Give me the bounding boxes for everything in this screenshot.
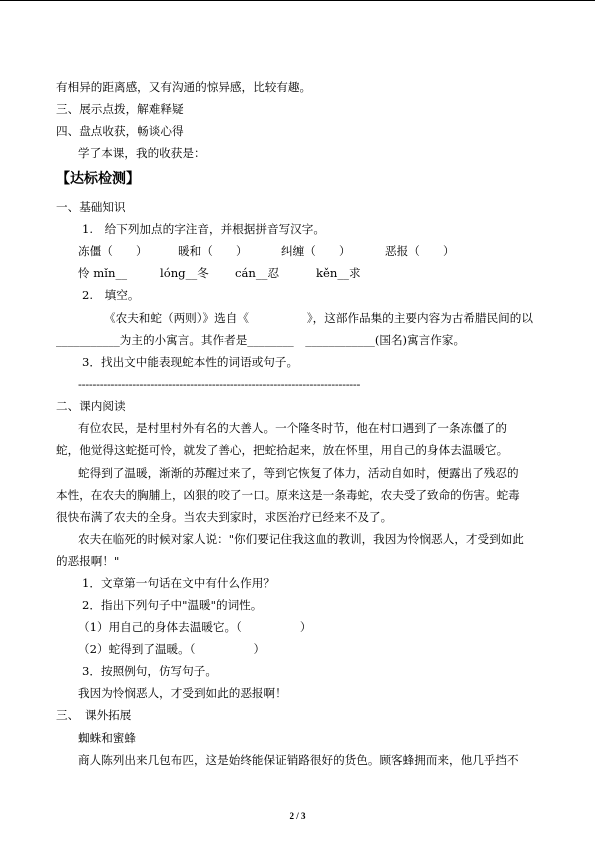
section-heading: 二、课内阅读 (56, 399, 126, 413)
pinyin-row-1 (78, 244, 455, 259)
question-line: 2. 填空。 (82, 288, 140, 302)
passage-title: 蜘蛛和蜜蜂 (78, 731, 136, 745)
section-heading: 一、基础知识 (56, 200, 126, 214)
pinyin-item: 恶报（ ） (385, 244, 455, 258)
text-line: 的恶报啊！" (56, 554, 120, 568)
heading-assessment: 【达标检测】 (56, 171, 140, 187)
dashed-answer-line: ------------------------------------------------------------------------------ (78, 377, 361, 391)
pinyin-item: kěn__求 (316, 266, 361, 280)
pinyin-item: cán__忍 (235, 266, 280, 280)
page-number: 2 / 3 (289, 811, 306, 821)
text-line: ___________为主的小寓言。其作者是________ ____________(国名)寓言作家。 (56, 333, 466, 347)
text-line: 学了本课，我的收获是： (78, 146, 206, 160)
text-line: 农夫在临死的时候对家人说："你们要记住我这血的教训，我因为怜悯恶人，才受到如此 (78, 532, 524, 546)
pinyin-row-2 (78, 266, 361, 281)
text-line: 有位农民，是村里村外有名的大善人。一个隆冬时节，他在村口遇到了一条冻僵了的 (78, 421, 507, 435)
question-line: （2）蛇得到了温暖。（ ） (78, 642, 266, 656)
text-line: 商人陈列出来几包布匹，这是始终能保证销路很好的货色。顾客蜂拥而来，他几乎挡不 (78, 753, 519, 767)
text-line: 很快布满了农夫的全身。当农夫到家时，求医治疗已经来不及了。 (56, 510, 393, 524)
pinyin-item: 冻僵（ ） (78, 244, 148, 258)
text-line: 有相异的距离感，又有沟通的惊异感，比较有趣。 (56, 80, 312, 94)
section-heading: 三、展示点拨，解难释疑 (56, 102, 184, 116)
pinyin-item: 怜 mǐn__ (78, 266, 128, 280)
question-line: 1．文章第一句话在文中有什么作用？ (82, 576, 275, 590)
pinyin-item: 纠缠（ ） (281, 244, 351, 258)
question-line: 1. 给下列加点的字注音，并根据拼音写汉字。 (82, 222, 325, 236)
text-line: 蛇得到了温暖，渐渐的苏醒过来了，等到它恢复了体力，活动自如时，便露出了残忍的 (78, 466, 519, 480)
question-line: 3．按照例句，仿写句子。 (82, 664, 217, 678)
question-line: （1）用自己的身体去温暖它。（ ） (78, 620, 312, 634)
text-line: 《农夫和蛇（两则）》选自《 》，这部作品集的主要内容为古希腊民间的以 (104, 311, 533, 325)
question-line: 2．指出下列句子中"温暖"的词性。 (82, 598, 263, 612)
text-line: 蛇，他觉得这蛇挺可怜，就发了善心，把蛇拾起来，放在怀里，用自己的身体去温暖它。 (56, 443, 509, 457)
pinyin-item: lóng__冬 (160, 266, 209, 280)
header-rule (0, 0, 595, 1)
question-line: 3．找出文中能表现蛇本性的词语或句子。 (82, 355, 299, 369)
section-heading: 四、盘点收获，畅谈心得 (56, 124, 184, 138)
section-heading: 三、 课外拓展 (56, 708, 132, 722)
text-line: 本性，在农夫的胸脯上，凶狠的咬了一口。原来这是一条毒蛇，农夫受了致命的伤害。蛇毒 (56, 488, 520, 502)
text-line: 我因为怜悯恶人，才受到如此的恶报啊！ (78, 686, 287, 700)
pinyin-item: 暖和（ ） (178, 244, 248, 258)
